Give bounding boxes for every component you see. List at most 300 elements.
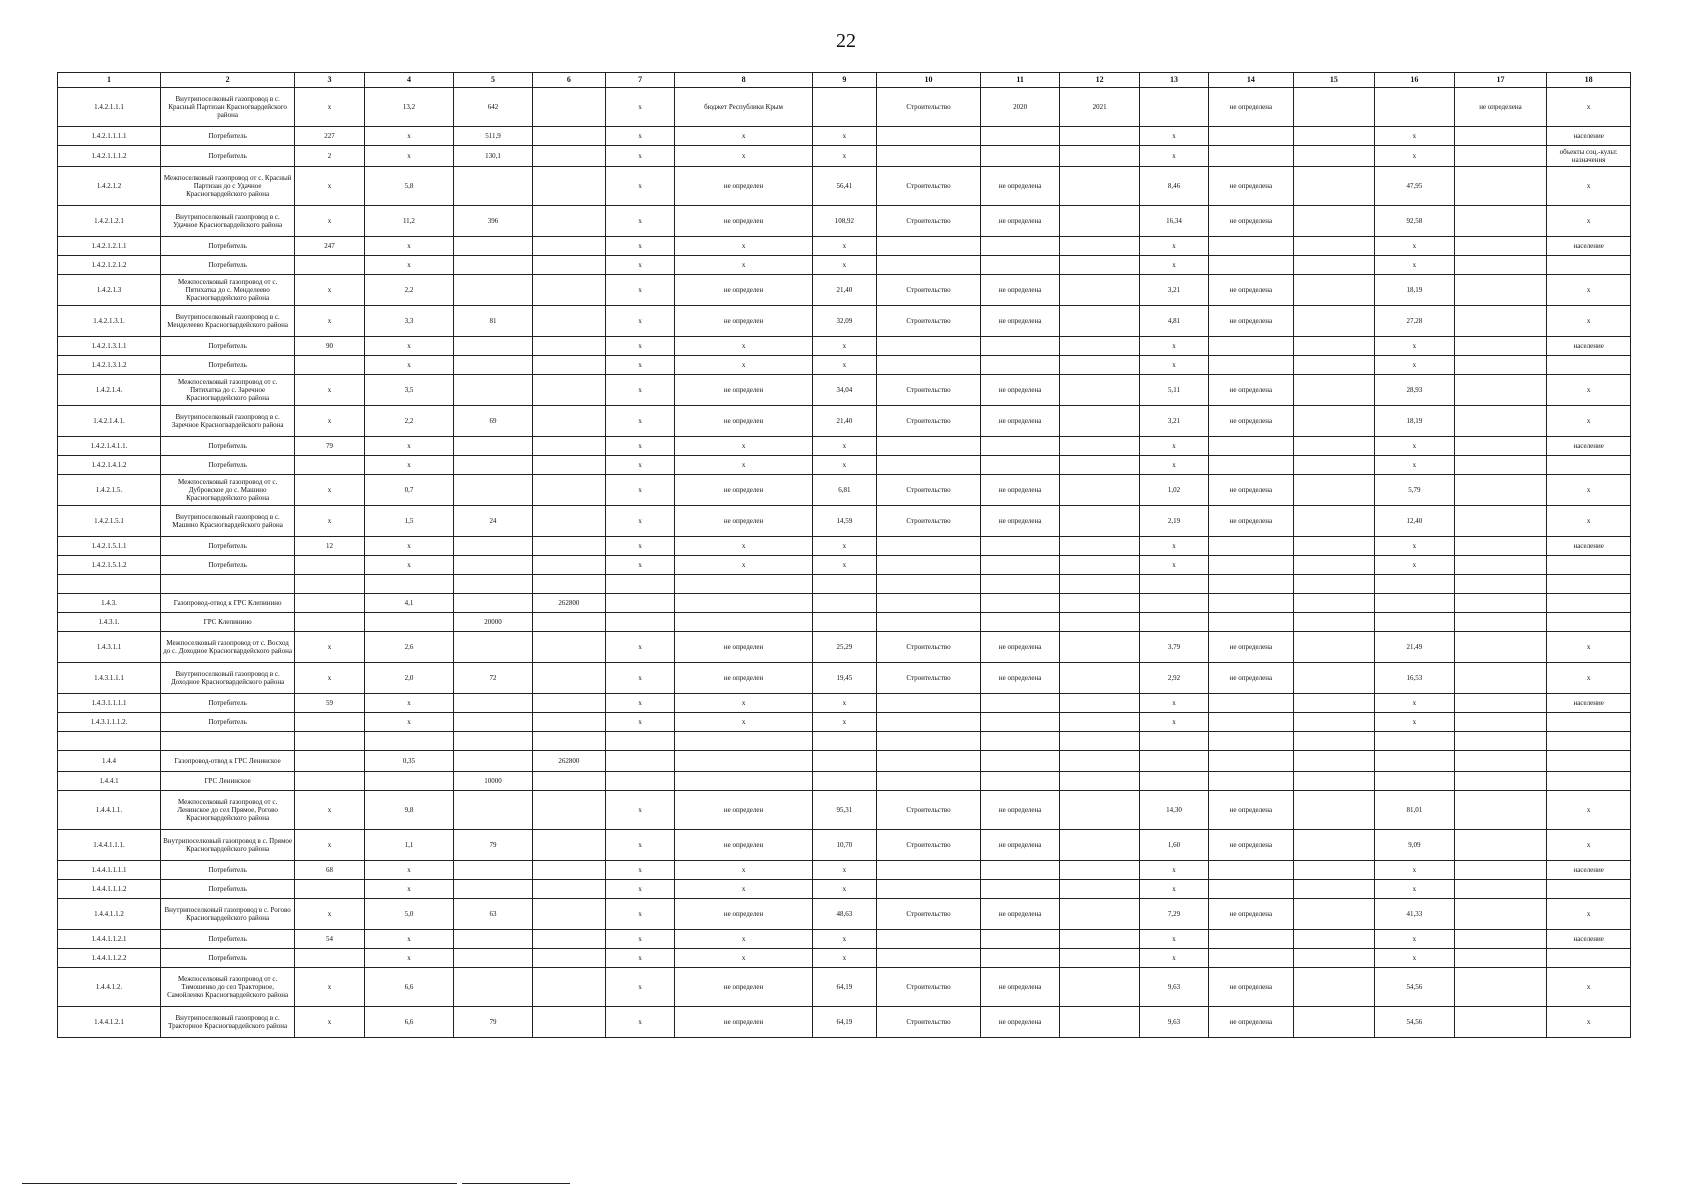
table-cell: не определен <box>675 899 813 930</box>
table-cell: х <box>812 127 876 146</box>
table-cell <box>295 880 364 899</box>
table-cell <box>606 613 675 632</box>
table-cell: Потребитель <box>160 861 294 880</box>
table-cell <box>1375 772 1454 791</box>
table-cell: не определена <box>980 830 1059 861</box>
table-cell: 1.4.3.1. <box>58 613 161 632</box>
table-cell <box>1293 437 1375 456</box>
table-cell: Внутрипоселковый газопровод в с. Красный Партизан Красногвардейского района <box>160 88 294 127</box>
table-cell: не определена <box>1209 88 1294 127</box>
table-cell: не определен <box>675 830 813 861</box>
table-cell <box>454 751 532 772</box>
table-cell: Потребитель <box>160 437 294 456</box>
table-row <box>58 475 1631 506</box>
table-cell: х <box>1139 949 1208 968</box>
table-cell <box>1454 791 1547 830</box>
table-cell <box>1060 575 1139 594</box>
table-cell <box>1209 437 1294 456</box>
table-cell <box>606 575 675 594</box>
table-cell <box>454 337 532 356</box>
table-cell: х <box>1547 830 1631 861</box>
table-cell: 13,2 <box>364 88 454 127</box>
table-cell <box>532 632 605 663</box>
table-cell: 1.4.2.1.3.1.2 <box>58 356 161 375</box>
table-cell: 47,95 <box>1375 167 1454 206</box>
table-cell: х <box>1139 456 1208 475</box>
table-cell: х <box>675 127 813 146</box>
table-cell <box>160 732 294 751</box>
table-cell <box>1293 537 1375 556</box>
table-cell: х <box>812 949 876 968</box>
table-cell: х <box>812 237 876 256</box>
column-header: 17 <box>1454 73 1547 88</box>
table-cell <box>1209 537 1294 556</box>
table-cell: х <box>675 713 813 732</box>
table-cell <box>1209 751 1294 772</box>
data-table <box>57 72 1631 1038</box>
table-cell <box>454 256 532 275</box>
table-cell: х <box>295 506 364 537</box>
table-cell: не определен <box>675 167 813 206</box>
table-cell <box>877 337 981 356</box>
table-cell <box>675 613 813 632</box>
table-cell: 19,45 <box>812 663 876 694</box>
table-cell: х <box>1547 406 1631 437</box>
table-cell: Строительство <box>877 375 981 406</box>
table-row <box>58 751 1631 772</box>
table-row <box>58 791 1631 830</box>
table-cell: х <box>1375 237 1454 256</box>
table-cell <box>1060 694 1139 713</box>
table-cell: х <box>606 356 675 375</box>
table-cell <box>1293 1007 1375 1038</box>
table-cell: 16,53 <box>1375 663 1454 694</box>
table-row <box>58 899 1631 930</box>
table-cell: 1.4.2.1.4. <box>58 375 161 406</box>
table-cell <box>1454 356 1547 375</box>
table-cell: 21,40 <box>812 275 876 306</box>
table-cell: 16,34 <box>1139 206 1208 237</box>
table-cell <box>1209 456 1294 475</box>
table-cell: 27,28 <box>1375 306 1454 337</box>
table-cell: Строительство <box>877 406 981 437</box>
table-cell <box>1547 256 1631 275</box>
table-cell: х <box>1375 127 1454 146</box>
page-number: 22 <box>836 30 856 52</box>
table-cell: х <box>1375 337 1454 356</box>
table-cell: 9,63 <box>1139 968 1208 1007</box>
table-cell <box>1293 206 1375 237</box>
table-cell: х <box>606 306 675 337</box>
table-cell <box>1060 356 1139 375</box>
table-cell: 41,33 <box>1375 899 1454 930</box>
table-cell <box>532 167 605 206</box>
table-cell <box>1060 506 1139 537</box>
table-cell <box>1454 949 1547 968</box>
table-cell <box>1547 613 1631 632</box>
table-cell: х <box>606 475 675 506</box>
table-cell <box>980 456 1059 475</box>
table-cell: х <box>295 375 364 406</box>
table-cell <box>877 456 981 475</box>
table-cell <box>532 830 605 861</box>
table-cell <box>1060 663 1139 694</box>
table-cell: х <box>1375 256 1454 275</box>
table-cell <box>1139 594 1208 613</box>
table-cell <box>1293 772 1375 791</box>
table-cell <box>1060 146 1139 167</box>
table-cell <box>1454 772 1547 791</box>
table-cell <box>1454 1007 1547 1038</box>
table-cell: 20000 <box>454 613 532 632</box>
table-cell: 6,81 <box>812 475 876 506</box>
table-cell <box>1454 256 1547 275</box>
table-row <box>58 88 1631 127</box>
table-cell <box>1454 613 1547 632</box>
table-cell: х <box>1547 1007 1631 1038</box>
column-header: 14 <box>1209 73 1294 88</box>
table-cell <box>295 556 364 575</box>
table-cell: Потребитель <box>160 146 294 167</box>
table-cell: 262800 <box>532 751 605 772</box>
table-cell <box>1293 732 1375 751</box>
table-cell <box>1375 88 1454 127</box>
table-cell: х <box>606 256 675 275</box>
table-cell: Потребитель <box>160 556 294 575</box>
table-cell <box>606 751 675 772</box>
table-cell: 1.4.4.1.1.1.1 <box>58 861 161 880</box>
table-cell: х <box>295 968 364 1007</box>
header-row <box>58 73 1631 88</box>
table-cell <box>1454 575 1547 594</box>
table-cell <box>877 694 981 713</box>
table-cell: х <box>1139 930 1208 949</box>
table-cell: Строительство <box>877 663 981 694</box>
table-row <box>58 237 1631 256</box>
table-cell: 2,92 <box>1139 663 1208 694</box>
table-cell: Межпоселковый газопровод от с. Дубровское до с. Машино Красногвардейского района <box>160 475 294 506</box>
table-cell: 54,56 <box>1375 968 1454 1007</box>
table-cell: х <box>1375 861 1454 880</box>
table-cell: 1.4.4.1.2. <box>58 968 161 1007</box>
table-cell: 1.4.2.1.4.1.1. <box>58 437 161 456</box>
table-cell <box>1209 930 1294 949</box>
table-cell: не определен <box>675 375 813 406</box>
table-cell: х <box>675 949 813 968</box>
table-cell <box>980 356 1059 375</box>
table-cell: не определен <box>675 275 813 306</box>
table-cell <box>1547 772 1631 791</box>
table-cell <box>1293 167 1375 206</box>
table-cell <box>1293 306 1375 337</box>
table-cell: х <box>1139 713 1208 732</box>
table-cell: не определена <box>1209 899 1294 930</box>
table-cell: не определена <box>980 275 1059 306</box>
table-cell <box>1454 732 1547 751</box>
table-cell: х <box>1547 275 1631 306</box>
table-cell <box>454 694 532 713</box>
table-cell <box>1454 406 1547 437</box>
table-cell: 262800 <box>532 594 605 613</box>
table-cell <box>980 437 1059 456</box>
table-row <box>58 167 1631 206</box>
table-cell: х <box>675 337 813 356</box>
table-cell: х <box>606 949 675 968</box>
table-cell <box>532 968 605 1007</box>
table-cell <box>1454 968 1547 1007</box>
table-cell: 1.4.2.1.2.1.2 <box>58 256 161 275</box>
table-cell <box>1547 732 1631 751</box>
table-cell <box>532 146 605 167</box>
table-cell: х <box>606 663 675 694</box>
table-cell <box>1060 237 1139 256</box>
table-cell <box>532 275 605 306</box>
table-cell <box>532 861 605 880</box>
table-cell <box>1293 456 1375 475</box>
table-cell <box>532 556 605 575</box>
table-row <box>58 949 1631 968</box>
table-cell: 642 <box>454 88 532 127</box>
table-cell <box>877 713 981 732</box>
table-cell <box>1060 632 1139 663</box>
table-row <box>58 206 1631 237</box>
table-row <box>58 127 1631 146</box>
table-cell: не определена <box>1209 968 1294 1007</box>
table-row <box>58 256 1631 275</box>
table-cell <box>295 713 364 732</box>
table-cell: не определен <box>675 406 813 437</box>
table-cell: х <box>1139 694 1208 713</box>
table-cell <box>1454 375 1547 406</box>
table-cell <box>1209 713 1294 732</box>
table-cell <box>1209 337 1294 356</box>
table-cell: 1.4.2.1.5.1.2 <box>58 556 161 575</box>
table-cell: х <box>1547 375 1631 406</box>
table-cell <box>1293 506 1375 537</box>
table-cell: не определена <box>980 1007 1059 1038</box>
table-cell <box>532 237 605 256</box>
table-cell <box>812 751 876 772</box>
table-cell: х <box>1547 88 1631 127</box>
table-cell: х <box>295 206 364 237</box>
table-cell <box>1060 830 1139 861</box>
table-cell <box>160 575 294 594</box>
table-cell: х <box>1375 146 1454 167</box>
table-cell: не определен <box>675 632 813 663</box>
table-cell: 21,40 <box>812 406 876 437</box>
table-cell: не определен <box>675 968 813 1007</box>
table-cell <box>1454 751 1547 772</box>
table-cell <box>606 772 675 791</box>
table-cell <box>877 437 981 456</box>
table-cell: х <box>606 127 675 146</box>
table-cell <box>532 206 605 237</box>
table-cell <box>532 256 605 275</box>
table-row <box>58 772 1631 791</box>
table-cell: 4,81 <box>1139 306 1208 337</box>
table-cell: 5,0 <box>364 899 454 930</box>
table-cell: 1.4.2.1.1.1.1 <box>58 127 161 146</box>
table-cell: 54 <box>295 930 364 949</box>
table-cell <box>980 337 1059 356</box>
table-cell: не определена <box>980 663 1059 694</box>
table-cell: х <box>606 694 675 713</box>
table-cell <box>454 437 532 456</box>
table-cell: 32,09 <box>812 306 876 337</box>
table-cell <box>980 880 1059 899</box>
table-cell <box>980 949 1059 968</box>
table-cell <box>295 594 364 613</box>
table-row <box>58 556 1631 575</box>
table-row <box>58 575 1631 594</box>
table-cell <box>295 256 364 275</box>
table-cell <box>812 88 876 127</box>
table-cell: х <box>675 537 813 556</box>
table-cell: 3,79 <box>1139 632 1208 663</box>
table-cell <box>675 575 813 594</box>
table-cell <box>1293 663 1375 694</box>
table-cell: население <box>1547 694 1631 713</box>
table-cell <box>1060 167 1139 206</box>
table-cell: 10000 <box>454 772 532 791</box>
table-cell <box>532 375 605 406</box>
table-cell: х <box>606 167 675 206</box>
table-cell <box>295 949 364 968</box>
table-row <box>58 146 1631 167</box>
table-cell: х <box>295 899 364 930</box>
table-cell: 81 <box>454 306 532 337</box>
table-cell <box>532 791 605 830</box>
table-cell: х <box>675 880 813 899</box>
table-row <box>58 306 1631 337</box>
table-cell: 1.4.2.1.1.1 <box>58 88 161 127</box>
table-cell <box>1547 575 1631 594</box>
table-cell: х <box>606 791 675 830</box>
table-cell: Потребитель <box>160 256 294 275</box>
table-cell <box>532 899 605 930</box>
table-cell <box>980 594 1059 613</box>
table-cell: Потребитель <box>160 930 294 949</box>
table-cell <box>1293 968 1375 1007</box>
table-cell <box>1375 751 1454 772</box>
table-cell <box>1293 475 1375 506</box>
column-header: 7 <box>606 73 675 88</box>
table-cell <box>1293 146 1375 167</box>
table-row <box>58 456 1631 475</box>
table-cell: 21,49 <box>1375 632 1454 663</box>
table-cell: 1.4.2.1.2 <box>58 167 161 206</box>
table-cell <box>532 949 605 968</box>
table-cell <box>877 732 981 751</box>
table-cell: 7,29 <box>1139 899 1208 930</box>
table-cell <box>1454 306 1547 337</box>
table-cell <box>1293 899 1375 930</box>
table-cell: 3,5 <box>364 375 454 406</box>
table-cell: х <box>1139 256 1208 275</box>
table-cell: 1.4.3.1.1.1.2. <box>58 713 161 732</box>
table-cell <box>1060 751 1139 772</box>
table-cell <box>1209 127 1294 146</box>
table-cell <box>295 772 364 791</box>
table-cell: х <box>606 830 675 861</box>
table-cell: х <box>675 146 813 167</box>
table-cell <box>1293 830 1375 861</box>
table-cell: Строительство <box>877 632 981 663</box>
column-header: 10 <box>877 73 981 88</box>
table-cell: х <box>364 256 454 275</box>
table-cell: Внутрипоселковый газопровод в с. Удачное Красногвардейского района <box>160 206 294 237</box>
table-cell: 2021 <box>1060 88 1139 127</box>
table-cell <box>1209 237 1294 256</box>
table-cell: х <box>1375 694 1454 713</box>
table-cell: 6,6 <box>364 1007 454 1038</box>
table-cell <box>532 537 605 556</box>
table-cell <box>532 356 605 375</box>
table-cell: 1,5 <box>364 506 454 537</box>
table-cell: Потребитель <box>160 356 294 375</box>
table-cell <box>454 732 532 751</box>
table-cell: х <box>295 306 364 337</box>
table-cell <box>1293 613 1375 632</box>
table-cell <box>1209 575 1294 594</box>
table-cell <box>532 772 605 791</box>
table-cell <box>1454 880 1547 899</box>
table-cell: не определена <box>1209 406 1294 437</box>
table-cell: бюджет Республики Крым <box>675 88 813 127</box>
table-cell: 10,70 <box>812 830 876 861</box>
table-cell <box>980 575 1059 594</box>
table-cell: Потребитель <box>160 127 294 146</box>
table-cell: не определена <box>980 406 1059 437</box>
table-cell <box>1454 146 1547 167</box>
table-cell <box>454 594 532 613</box>
table-cell: 1.4.4 <box>58 751 161 772</box>
table-cell: не определен <box>675 1007 813 1038</box>
table-cell: х <box>606 437 675 456</box>
table-cell: х <box>1139 861 1208 880</box>
table-cell <box>532 930 605 949</box>
table-row <box>58 613 1631 632</box>
table-cell: х <box>295 632 364 663</box>
table-cell <box>532 506 605 537</box>
table-cell: х <box>606 1007 675 1038</box>
table-cell: Строительство <box>877 306 981 337</box>
table-cell <box>877 772 981 791</box>
table-cell <box>58 732 161 751</box>
table-cell <box>1209 594 1294 613</box>
column-header: 16 <box>1375 73 1454 88</box>
table-cell <box>364 575 454 594</box>
table-row <box>58 537 1631 556</box>
table-cell <box>295 613 364 632</box>
table-cell <box>454 861 532 880</box>
column-header: 8 <box>675 73 813 88</box>
table-cell <box>1293 256 1375 275</box>
table-cell: Потребитель <box>160 880 294 899</box>
table-cell <box>1060 306 1139 337</box>
table-cell: 2,2 <box>364 275 454 306</box>
table-cell <box>675 732 813 751</box>
table-cell: не определена <box>980 506 1059 537</box>
table-cell: х <box>364 456 454 475</box>
table-cell: не определена <box>980 899 1059 930</box>
table-cell: не определен <box>675 663 813 694</box>
table-cell: х <box>1375 456 1454 475</box>
table-cell: х <box>1547 663 1631 694</box>
table-cell: 3,3 <box>364 306 454 337</box>
column-header: 6 <box>532 73 605 88</box>
table-cell: 54,56 <box>1375 1007 1454 1038</box>
